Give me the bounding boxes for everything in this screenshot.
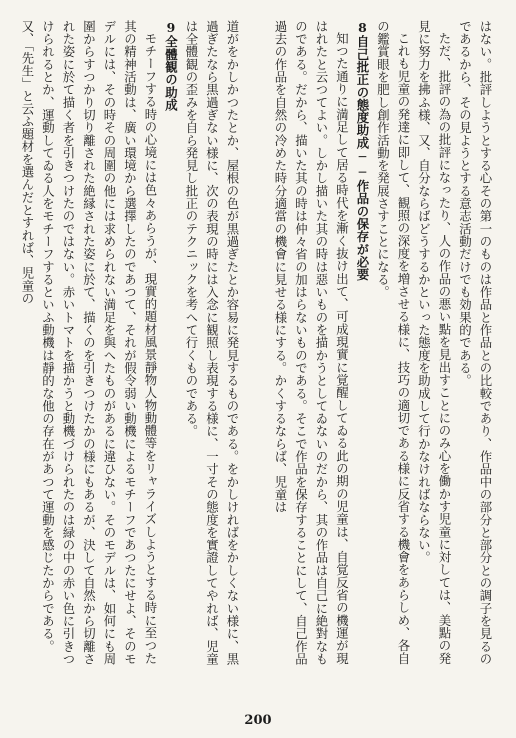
page-number: 200	[244, 713, 272, 728]
section-heading-9: 9全體観の助成	[163, 20, 179, 112]
right-text-block	[270, 20, 495, 675]
paragraph-2: ただ、批評の為の批評になったり、人の作品の悪い點を見出すことにのみ心を働かす児童に対しては、美點の発見に努力を拂ふ様、又、自分ならばどうするかといった態度を助成して行かなければならない。	[416, 20, 452, 665]
paragraph-6: モチーフする時の心境には色々あらうが、現實的題材風景靜物人物動體等をリャライズしようとする時に至つた其の精神活動は、廣い環境から選擇したのであつて、それが假令弱い動機によるモチーフであつたにせよ、そのモデルには、その時その周圍の他には求められない満足を與へたものがあるに違ひない。そのモデルは、如何にも周圍からすつかり切り離された絶縁された姿に於て、描くのを引きつけたかの様にもあるが、決して自然から切離された姿に於て描く者を引きつけたのではない。赤いトマトを描かうと動機づけられたのは緑の中の赤い色に引きつけられるとか、運動してゐる人をモチーフするといふ動機は靜的な他の存在があつて運動を感じたからである。又、「先生」と云ふ題材を選んだとすれば、児童の	[20, 20, 158, 666]
left-text-block	[17, 20, 242, 675]
paragraph-3: これも児童の発達に即して、観照の深度を増させる様に、技巧の適切である様に反省する機會をあらしめ、各自の鑑賞眼を肥し創作活動を発展さすことになる。	[375, 20, 411, 665]
paragraph-5: 道がをかしかつたとか、屋根の色が黒過ぎたとか容易に発見するものである。をかしければをかしくない様に、黒過ぎたなら黒過ぎない様に、次の表現の時には入念に観照し表現する様に、一寸その態度を實證してやれば、児童は全體観の歪みを自ら発見し批正のテクニックを考へて行くものである。	[184, 20, 240, 666]
paragraph-1: はない。批評しようとする心その第一のものは作品と作品との比較であり、作品中の部分と部分との調子を見るのであるから、その見ようとする意志活動だけでも効果的である。	[457, 20, 493, 666]
paragraph-4: 知つた通りに満足して居る時代を漸く抜け出て、可成現實に覚醒してゐる此の期の児童は、自覚反省の機運が現はれたと云つてよい。しかし描いた其の時は惡いものを描かうとしてゐないのだから、其の作品は自己に絶對なものである。だから、描いた其の時は仲々省の加はらないものである。そこで作品を保存することにして、自己作品過去の作品を自然の冷めた時分適當の機會に見せる様にする。かくするならば、児童は	[273, 20, 350, 666]
section-heading-8: 8自己批正の態度助成──作品の保存が必要	[355, 20, 370, 281]
